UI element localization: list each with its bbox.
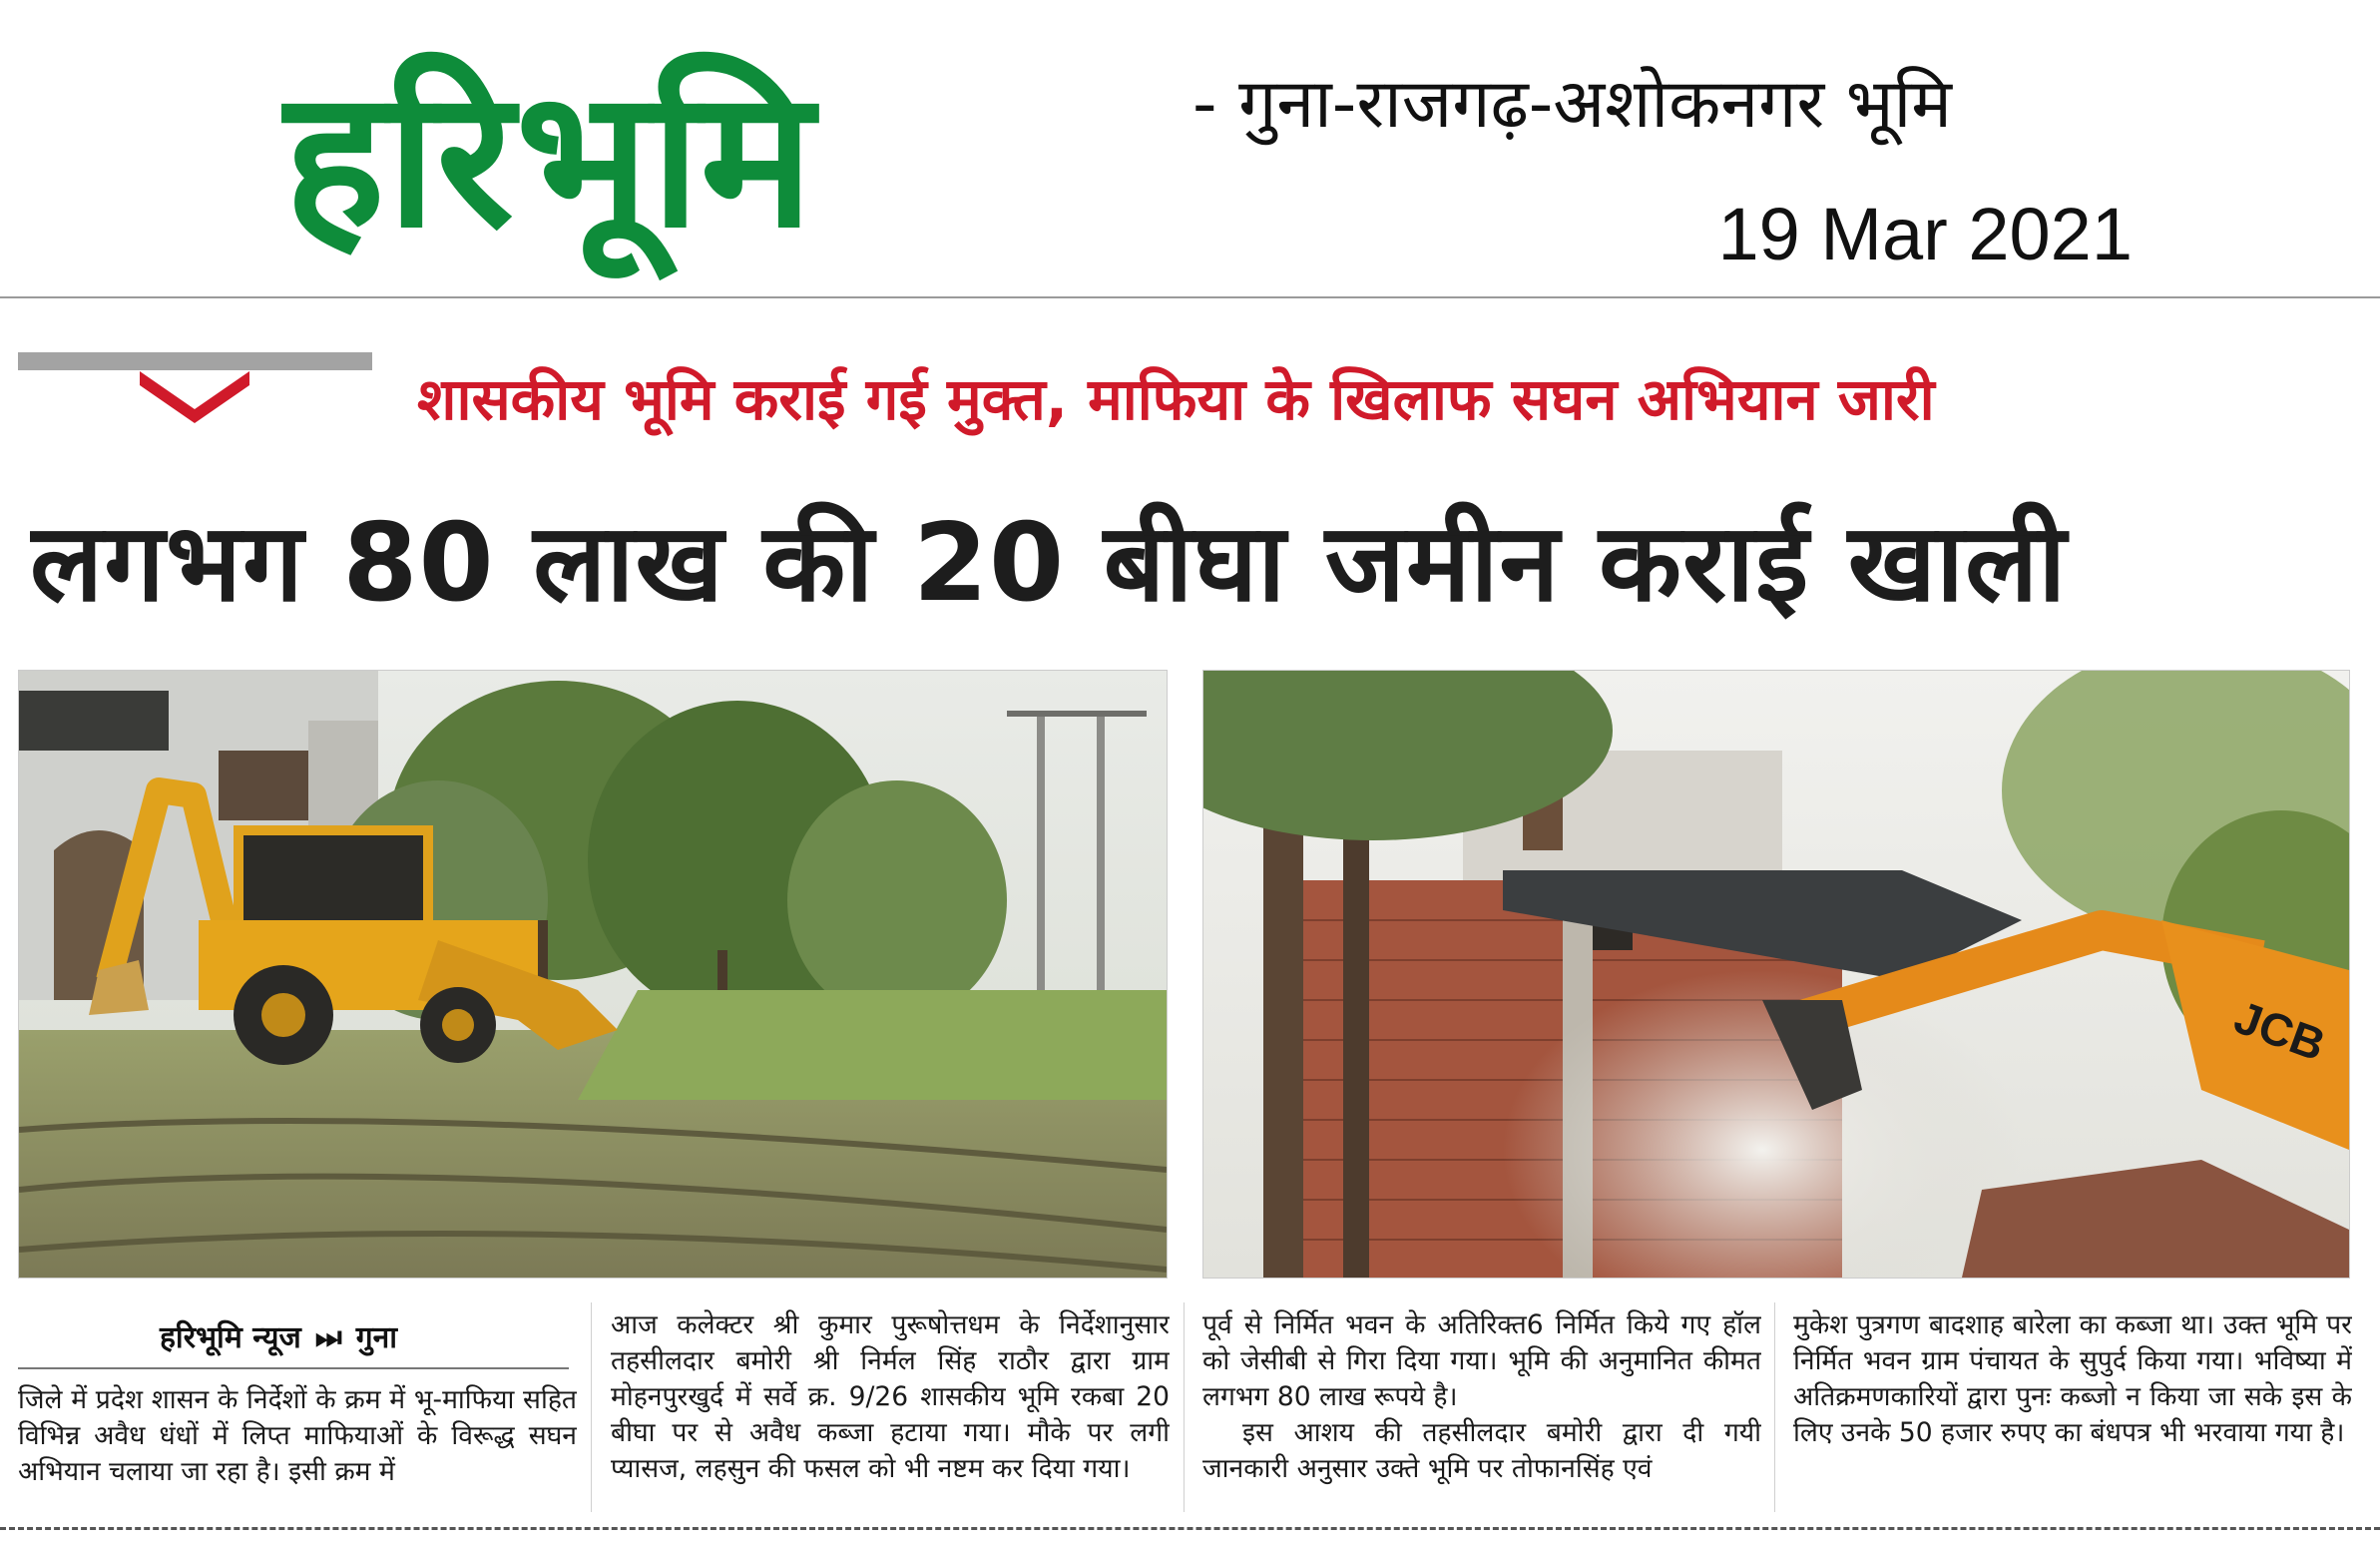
column-divider <box>591 1302 592 1512</box>
article-headline: लगभग 80 लाख की 20 बीघा जमीन कराई खाली <box>30 501 2068 626</box>
byline-arrows-icon: ⏭ <box>314 1320 342 1355</box>
backhoe-clearing-field-photo <box>18 670 1168 1279</box>
article-column-3 <box>1202 1307 1761 1512</box>
article-column-4 <box>1793 1307 2352 1512</box>
column-divider <box>1184 1302 1185 1512</box>
backhoe-demolishing-wall-photo <box>1202 670 2350 1279</box>
article-paragraph: आज कलेक्टर श्री कुमार पुरूषोत्तधम के निर्देशानुसार तहसीलदार बमोरी श्री निर्मल सिंह राठौर द्वारा ग्राम मोहनपुरखुर्द में सर्वे क्र. 9/26 शासकीय भूमि रकबा 20 बीघा पर से अवैध कब्जा हटाया गया। मौके पर लगी प्यासज, लहसुन की फसल को भी नष्टम कर दिया गया। <box>611 1309 1170 1484</box>
article-column-1 <box>18 1382 577 1512</box>
column-divider <box>1774 1302 1775 1512</box>
edition-name: - गुना-राजगढ़-अशोकनगर भूमि <box>1192 65 1952 144</box>
cut-line-divider <box>0 1527 2380 1530</box>
publication-date: 19 Mar 2021 <box>1717 193 2133 275</box>
byline-place: गुना <box>355 1320 398 1355</box>
byline-divider <box>18 1367 569 1369</box>
article-paragraph: पूर्व से निर्मित भवन के अतिरिक्त6 निर्मित किये गए हॉल को जेसीबी से गिरा दिया गया। भूमि की अनुमानित कीमत लगभग 80 लाख रूपये है। <box>1202 1309 1761 1412</box>
article-paragraph: जिले में प्रदेश शासन के निर्देशों के क्रम में भू-माफिया सहित विभिन्न अवैध धंधों में लिप्त माफियाओं के विरूद्ध सघन अभियान चलाया जा रहा है। इसी क्रम में <box>18 1384 577 1487</box>
chevron-down-icon <box>140 371 249 431</box>
article-paragraph: इस आशय की तहसीलदार बमोरी द्वारा दी गयी जानकारी अनुसार उक्ते भूमि पर तोफानसिंह एवं <box>1202 1417 1761 1484</box>
kicker-bar <box>18 352 372 370</box>
machine-brand-label: JCB <box>2227 990 2332 1071</box>
byline <box>160 1315 397 1361</box>
newspaper-logo: हरिभूमि <box>284 49 816 269</box>
article-column-2 <box>611 1307 1170 1512</box>
byline-source: हरिभूमि न्यूज <box>160 1320 301 1355</box>
header-divider <box>0 296 2380 298</box>
article-paragraph: मुकेश पुत्रगण बादशाह बारेला का कब्जा था। उक्त भूमि पर निर्मित भवन ग्राम पंचायत के सुपुर्द किया गया। भविष्या में अतिक्रमणकारियों द्वारा पुनः कब्जो न किया जा सके इस के लिए उनके 50 हजार रुपए का बंधपत्र भी भरवाया गया है। <box>1793 1309 2352 1448</box>
article-kicker: शासकीय भूमि कराई गई मुक्त, माफिया के खिलाफ सघन अभियान जारी <box>417 365 1935 433</box>
